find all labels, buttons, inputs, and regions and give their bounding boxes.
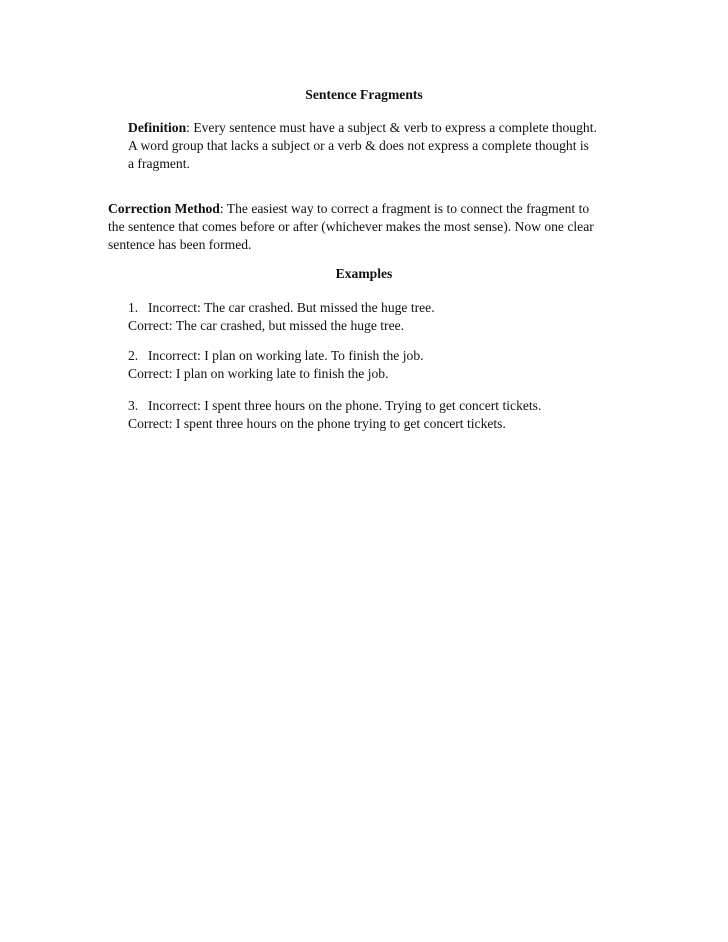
example-correct: Correct: The car crashed, but missed the huge tree.	[128, 318, 405, 333]
correction-paragraph	[108, 200, 628, 254]
example-number: 2.	[128, 348, 139, 363]
correction-line-3: sentence has been formed.	[108, 237, 252, 252]
example-correct: Correct: I plan on working late to finish the job.	[128, 366, 389, 381]
correction-text-1: : The easiest way to correct a fragment is to connect the fragment to	[219, 201, 590, 216]
correction-label: Correction Method	[108, 201, 220, 216]
example-incorrect-text: Incorrect: I plan on working late. To finish the job.	[148, 348, 424, 363]
example-incorrect	[128, 347, 648, 365]
example-incorrect-text: Incorrect: I spent three hours on the phone. Trying to get concert tickets.	[148, 398, 542, 413]
definition-paragraph	[128, 119, 628, 173]
example-number: 1.	[128, 300, 139, 315]
example-correct: Correct: I spent three hours on the phone trying to get concert tickets.	[128, 416, 506, 431]
correction-line-2: the sentence that comes before or after (whichever makes the most sense). Now one clear	[108, 219, 594, 234]
example-number: 3.	[128, 398, 139, 413]
definition-text-1: : Every sentence must have a subject & verb to express a complete thought.	[186, 120, 597, 135]
definition-line-3: a fragment.	[128, 156, 190, 171]
page-title: Sentence Fragments	[305, 87, 423, 102]
correction-line-1	[108, 200, 628, 218]
example-incorrect-text: Incorrect: The car crashed. But missed the huge tree.	[148, 300, 435, 315]
example-item	[128, 299, 648, 335]
example-incorrect	[128, 397, 648, 415]
definition-label: Definition	[128, 120, 187, 135]
definition-line-2: A word group that lacks a subject or a verb & does not express a complete thought is	[128, 138, 589, 153]
example-item	[128, 397, 648, 433]
definition-line-1	[128, 119, 628, 137]
example-item	[128, 347, 648, 383]
examples-heading: Examples	[335, 266, 393, 281]
example-incorrect	[128, 299, 648, 317]
